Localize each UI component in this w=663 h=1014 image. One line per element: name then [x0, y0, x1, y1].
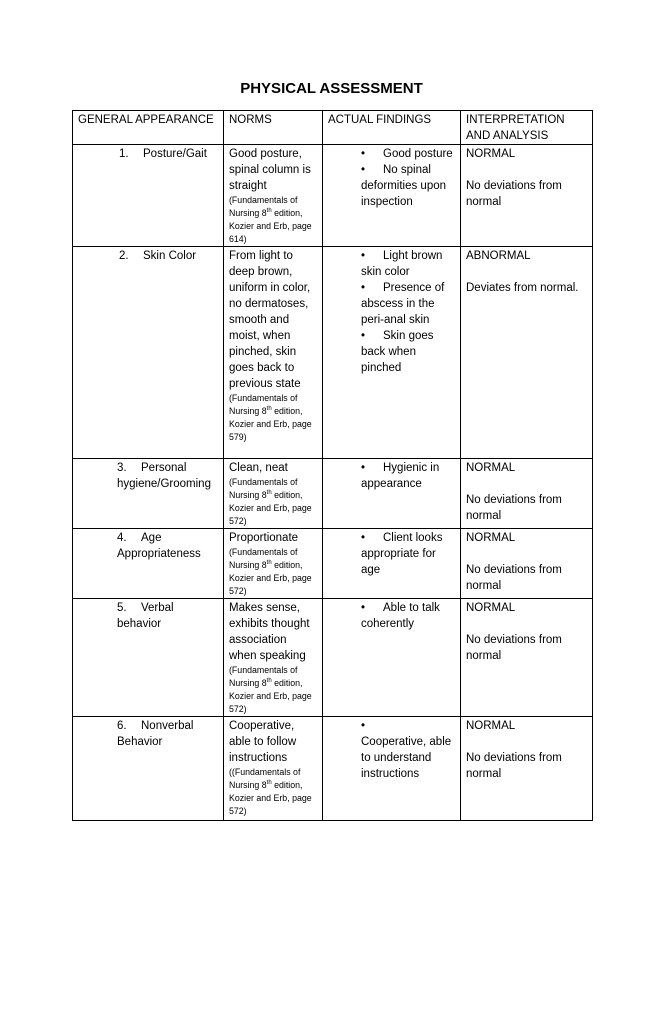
norm-text: From light to deep brown, uniform in color, no dermatoses, smooth and moist, when pinched, skin goes back to previous state — [229, 250, 311, 390]
spacer — [466, 546, 587, 562]
table-row — [73, 247, 593, 459]
item-number: 2. — [119, 250, 129, 262]
assessment-table — [72, 110, 593, 821]
analysis-text: No deviations from normal — [466, 752, 562, 780]
finding-text: No spinal deformities upon inspection — [361, 164, 447, 208]
cell-interpretation — [461, 599, 593, 717]
norm-text: Makes sense, exhibits thought association when speaking — [229, 602, 310, 662]
norm-text: Good posture, spinal column is straight — [229, 148, 311, 192]
item-label: Skin Color — [143, 250, 197, 262]
table-header-row — [73, 111, 593, 145]
cell-actual-findings — [323, 247, 461, 459]
bullet-icon: • — [361, 282, 366, 294]
reference-citation — [229, 546, 317, 598]
finding-text: Hygienic in appearance — [361, 462, 440, 490]
header-general-appearance: GENERAL APPEARANCE — [73, 111, 224, 145]
finding-item — [361, 146, 455, 162]
finding-text: Light brown skin color — [361, 250, 443, 278]
reference-text-continued: edition, Kozier and Erb, page 614) — [229, 208, 312, 244]
status-label: ABNORMAL — [466, 250, 531, 262]
reference-citation — [229, 664, 317, 716]
reference-text: (Fundamentals of Nursing 8 — [229, 665, 298, 688]
cell-norms — [224, 529, 323, 599]
item-label: Nonverbal Behavior — [117, 720, 194, 748]
reference-text-continued: edition, Kozier and Erb, page 572) — [229, 560, 312, 596]
finding-item — [361, 600, 455, 632]
finding-item — [361, 248, 455, 280]
cell-interpretation — [461, 247, 593, 459]
status-label: NORMAL — [466, 148, 516, 160]
header-norms: NORMS — [224, 111, 323, 145]
cell-interpretation — [461, 459, 593, 529]
table-row — [73, 599, 593, 717]
reference-text: (Fundamentals of Nursing 8 — [229, 393, 298, 416]
reference-text-continued: edition, Kozier and Erb, page 572) — [229, 490, 312, 526]
bullet-icon: • — [361, 462, 366, 474]
item-number: 1. — [119, 148, 129, 160]
spacer — [466, 616, 587, 632]
status-label: NORMAL — [466, 532, 516, 544]
reference-superscript: th — [266, 406, 272, 413]
finding-item — [361, 460, 455, 492]
cell-actual-findings — [323, 529, 461, 599]
analysis-text: Deviates from normal. — [466, 282, 579, 294]
finding-text: Cooperative, able to understand instructions — [361, 736, 452, 780]
reference-citation — [229, 392, 317, 444]
item-number: 4. — [117, 532, 127, 544]
item-number: 6. — [117, 720, 127, 732]
reference-superscript: th — [266, 490, 272, 497]
reference-citation — [229, 766, 317, 818]
reference-text: (Fundamentals of Nursing 8 — [229, 477, 298, 500]
analysis-text: No deviations from normal — [466, 494, 562, 522]
table-row — [73, 145, 593, 247]
analysis-text: No deviations from normal — [466, 180, 562, 208]
status-label: NORMAL — [466, 602, 516, 614]
cell-general-appearance — [73, 459, 224, 529]
reference-citation — [229, 194, 317, 246]
item-label: Age Appropriateness — [117, 532, 201, 560]
cell-actual-findings — [323, 717, 461, 821]
table-row — [73, 529, 593, 599]
item-label: Personal hygiene/Grooming — [117, 462, 211, 490]
table-row — [73, 717, 593, 821]
analysis-text: No deviations from normal — [466, 634, 562, 662]
bullet-icon: • — [361, 148, 366, 160]
bullet-icon: • — [361, 250, 366, 262]
finding-item — [361, 280, 455, 328]
reference-citation — [229, 476, 317, 528]
cell-general-appearance — [73, 145, 224, 247]
bullet-icon: • — [361, 330, 366, 342]
cell-interpretation — [461, 529, 593, 599]
finding-text: Presence of abscess in the peri-anal skin — [361, 282, 445, 326]
reference-superscript: th — [266, 560, 272, 567]
cell-norms — [224, 599, 323, 717]
bullet-icon: • — [361, 602, 366, 614]
finding-text: Able to talk coherently — [361, 602, 440, 630]
finding-item — [361, 328, 455, 376]
spacer — [466, 476, 587, 492]
header-actual-findings: ACTUAL FINDINGS — [323, 111, 461, 145]
status-label: NORMAL — [466, 462, 516, 474]
cell-actual-findings — [323, 599, 461, 717]
cell-general-appearance — [73, 529, 224, 599]
reference-text-continued: edition, Kozier and Erb, page 572) — [229, 678, 312, 714]
norm-text: Proportionate — [229, 532, 299, 544]
finding-item — [361, 162, 455, 210]
finding-item — [361, 530, 455, 578]
bullet-icon: • — [361, 164, 366, 176]
item-label: Posture/Gait — [143, 148, 207, 160]
analysis-text: No deviations from normal — [466, 564, 562, 592]
status-label: NORMAL — [466, 720, 516, 732]
cell-norms — [224, 145, 323, 247]
cell-general-appearance — [73, 599, 224, 717]
reference-text-continued: edition, Kozier and Erb, page 572) — [229, 780, 312, 816]
page-title: PHYSICAL ASSESSMENT — [240, 80, 423, 97]
bullet-icon: • — [361, 720, 366, 732]
cell-interpretation — [461, 717, 593, 821]
table-row — [73, 459, 593, 529]
finding-text: Skin goes back when pinched — [361, 330, 434, 374]
bullet-icon: • — [361, 532, 366, 544]
item-number: 3. — [117, 462, 127, 474]
reference-text: (Fundamentals of Nursing 8 — [229, 547, 298, 570]
finding-text: Good posture — [383, 148, 453, 160]
reference-text: (Fundamentals of Nursing 8 — [229, 195, 298, 218]
cell-actual-findings — [323, 145, 461, 247]
finding-item — [361, 718, 455, 782]
item-number: 5. — [117, 602, 127, 614]
cell-norms — [224, 717, 323, 821]
cell-actual-findings — [323, 459, 461, 529]
item-label: Verbal behavior — [117, 602, 174, 630]
cell-norms — [224, 247, 323, 459]
reference-superscript: th — [266, 208, 272, 215]
reference-superscript: th — [266, 780, 272, 787]
header-interpretation: INTERPRETATION AND ANALYSIS — [461, 111, 593, 145]
norm-text: Clean, neat — [229, 462, 288, 474]
spacer — [466, 734, 587, 750]
spacer — [466, 264, 587, 280]
cell-norms — [224, 459, 323, 529]
reference-text-continued: edition, Kozier and Erb, page 579) — [229, 406, 312, 442]
reference-text: ((Fundamentals of Nursing 8 — [229, 767, 301, 790]
cell-general-appearance — [73, 717, 224, 821]
cell-interpretation — [461, 145, 593, 247]
finding-text: Client looks appropriate for age — [361, 532, 443, 576]
reference-superscript: th — [266, 678, 272, 685]
spacer — [466, 162, 587, 178]
cell-general-appearance — [73, 247, 224, 459]
norm-text: Cooperative, able to follow instructions — [229, 720, 297, 764]
